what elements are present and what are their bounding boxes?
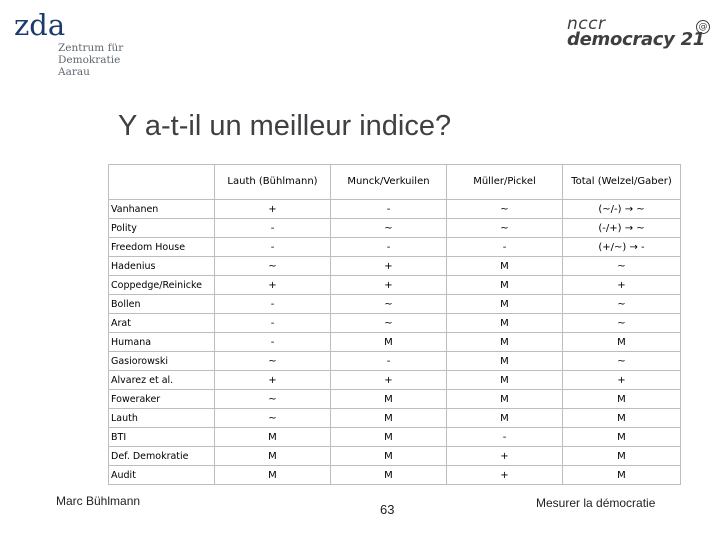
table-header-cell: Munck/Verkuilen xyxy=(331,165,447,200)
table-cell: M xyxy=(215,466,331,485)
table-cell: + xyxy=(447,466,563,485)
table-cell: + xyxy=(563,371,681,390)
table-cell: - xyxy=(215,314,331,333)
table-cell: M xyxy=(447,409,563,428)
table-cell: M xyxy=(447,390,563,409)
table-cell: + xyxy=(215,276,331,295)
table-cell: ~ xyxy=(215,352,331,371)
table-cell: M xyxy=(447,333,563,352)
table-cell: ~ xyxy=(563,257,681,276)
table-cell: M xyxy=(447,371,563,390)
footer-topic: Mesurer la démocratie xyxy=(536,496,656,510)
table-cell: - xyxy=(215,238,331,257)
row-header-cell: Humana xyxy=(109,333,215,352)
table-cell: - xyxy=(215,219,331,238)
zda-logo-mark: zda xyxy=(14,8,66,42)
row-header-cell: Gasiorowski xyxy=(109,352,215,371)
comparison-table-container xyxy=(108,164,681,485)
at-sign-icon: @ xyxy=(696,20,710,34)
table-row xyxy=(109,390,681,409)
table-row xyxy=(109,200,681,219)
table-row xyxy=(109,352,681,371)
page-number: 63 xyxy=(380,502,395,517)
table-cell: + xyxy=(215,371,331,390)
zda-logo-line: Aarau xyxy=(58,66,90,78)
table-cell: - xyxy=(215,333,331,352)
table-cell: (~/-) → ~ xyxy=(563,200,681,219)
row-header-cell: BTI xyxy=(109,428,215,447)
table-cell: M xyxy=(331,409,447,428)
nccr-logo-top: nccr xyxy=(567,14,606,34)
table-cell: M xyxy=(215,428,331,447)
row-header-cell: Polity xyxy=(109,219,215,238)
table-cell: + xyxy=(563,276,681,295)
table-cell: - xyxy=(331,352,447,371)
table-cell: ~ xyxy=(331,314,447,333)
table-row xyxy=(109,466,681,485)
table-row xyxy=(109,257,681,276)
table-cell: M xyxy=(563,428,681,447)
zda-logo-line: Demokratie xyxy=(58,54,121,66)
table-cell: M xyxy=(563,447,681,466)
table-cell: + xyxy=(331,276,447,295)
table-row xyxy=(109,447,681,466)
table-cell: ~ xyxy=(215,257,331,276)
zda-logo-text xyxy=(58,42,123,78)
table-cell: M xyxy=(215,447,331,466)
table-cell: + xyxy=(331,257,447,276)
comparison-table xyxy=(108,164,681,485)
table-cell: - xyxy=(331,238,447,257)
table-cell: M xyxy=(563,409,681,428)
table-cell: M xyxy=(563,466,681,485)
table-header-row xyxy=(109,165,681,200)
row-header-cell: Vanhanen xyxy=(109,200,215,219)
table-cell: M xyxy=(447,295,563,314)
row-header-cell: Alvarez et al. xyxy=(109,371,215,390)
row-header-cell: Audit xyxy=(109,466,215,485)
table-cell: (+/~) → - xyxy=(563,238,681,257)
table-row xyxy=(109,314,681,333)
row-header-cell: Lauth xyxy=(109,409,215,428)
table-cell: M xyxy=(563,390,681,409)
zda-logo-line: Zentrum für xyxy=(58,42,124,54)
table-header-cell: Total (Welzel/Gaber) xyxy=(563,165,681,200)
row-header-cell: Hadenius xyxy=(109,257,215,276)
table-header-cell: Lauth (Bühlmann) xyxy=(215,165,331,200)
row-header-cell: Arat xyxy=(109,314,215,333)
zda-logo xyxy=(14,8,144,78)
table-cell: - xyxy=(331,200,447,219)
table-cell: M xyxy=(447,352,563,371)
table-row xyxy=(109,371,681,390)
table-cell: M xyxy=(331,333,447,352)
table-header-cell: Müller/Pickel xyxy=(447,165,563,200)
table-cell: M xyxy=(331,428,447,447)
table-cell: ~ xyxy=(447,219,563,238)
table-cell: M xyxy=(447,314,563,333)
table-row xyxy=(109,333,681,352)
table-cell: M xyxy=(447,257,563,276)
table-cell: + xyxy=(215,200,331,219)
table-cell: M xyxy=(331,390,447,409)
table-row xyxy=(109,295,681,314)
table-cell: M xyxy=(331,466,447,485)
nccr-logo xyxy=(567,14,717,54)
row-header-cell: Freedom House xyxy=(109,238,215,257)
table-cell: ~ xyxy=(563,295,681,314)
table-row xyxy=(109,409,681,428)
table-cell: ~ xyxy=(563,352,681,371)
table-row xyxy=(109,238,681,257)
table-cell: ~ xyxy=(447,200,563,219)
table-cell: M xyxy=(331,447,447,466)
footer-author: Marc Bühlmann xyxy=(56,494,141,508)
page-title: Y a-t-il un meilleur indice? xyxy=(118,110,452,142)
table-cell: - xyxy=(215,295,331,314)
row-header-cell: Bollen xyxy=(109,295,215,314)
table-cell: ~ xyxy=(215,390,331,409)
table-cell: ~ xyxy=(331,219,447,238)
table-cell: + xyxy=(331,371,447,390)
table-row xyxy=(109,428,681,447)
table-cell: M xyxy=(447,276,563,295)
table-cell: (-/+) → ~ xyxy=(563,219,681,238)
nccr-logo-bottom: democracy 21 xyxy=(567,29,706,50)
table-cell: ~ xyxy=(563,314,681,333)
table-cell: M xyxy=(563,333,681,352)
row-header-cell: Coppedge/Reinicke xyxy=(109,276,215,295)
table-cell: ~ xyxy=(215,409,331,428)
table-cell: ~ xyxy=(331,295,447,314)
table-header-corner xyxy=(109,165,215,200)
row-header-cell: Foweraker xyxy=(109,390,215,409)
table-cell: - xyxy=(447,238,563,257)
table-row xyxy=(109,276,681,295)
row-header-cell: Def. Demokratie xyxy=(109,447,215,466)
table-cell: - xyxy=(447,428,563,447)
table-row xyxy=(109,219,681,238)
table-cell: + xyxy=(447,447,563,466)
